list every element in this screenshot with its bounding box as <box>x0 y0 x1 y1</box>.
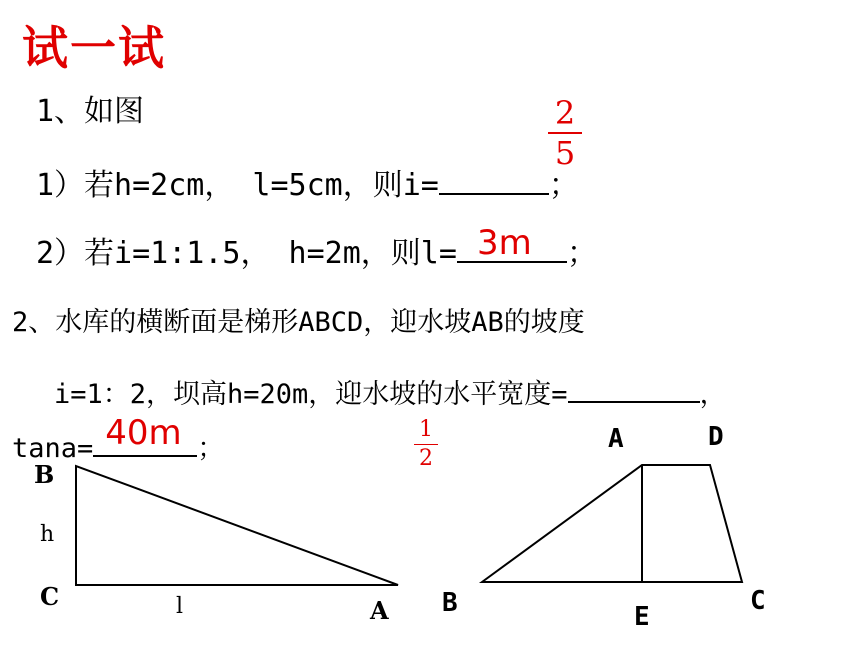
q2-line2-suffix: ， <box>699 379 727 410</box>
triangle-label-h: h <box>40 522 55 547</box>
fraction-denominator: 2 <box>419 446 433 471</box>
q1-part2-suffix: ； <box>566 236 597 271</box>
q2-line3-text: tana= <box>12 433 94 464</box>
fraction-numerator: 2 <box>554 94 576 132</box>
trapezoid-label-e: E <box>634 602 650 632</box>
question-1-intro: 1、如图 <box>36 94 145 129</box>
fraction-numerator: 1 <box>419 417 433 442</box>
trapezoid-label-c: C <box>750 586 766 616</box>
trapezoid-label-d: D <box>708 422 724 452</box>
q2-line3-suffix: ； <box>197 433 225 464</box>
q1-part1-suffix: ； <box>548 168 579 203</box>
trapezoid-label-b: B <box>442 588 458 618</box>
triangle-label-l: l <box>176 594 184 619</box>
page-title: 试一试 <box>22 21 166 75</box>
right-triangle <box>76 466 398 585</box>
triangle-label-c: C <box>40 582 60 611</box>
fraction-denominator: 5 <box>554 134 576 172</box>
question-2-line-1: 2、水库的横断面是梯形ABCD，迎水坡AB的坡度 <box>12 307 585 338</box>
triangle-label-b: B <box>34 460 55 489</box>
q1-part2-answer: 3m <box>476 223 532 263</box>
triangle-label-a: A <box>370 596 389 625</box>
q2-line2-text: i=1：2，坝高h=20m，迎水坡的水平宽度= <box>54 379 568 410</box>
q1-part2-text: 2）若i=1:1.5， h=2m，则l= <box>36 236 457 271</box>
trapezoid-abcd <box>482 465 742 582</box>
q1-part1-text: 1）若h=2cm， l=5cm，则i= <box>36 168 439 203</box>
q2-line3-answer: 40m <box>105 413 182 453</box>
trapezoid-label-a: A <box>608 424 624 454</box>
